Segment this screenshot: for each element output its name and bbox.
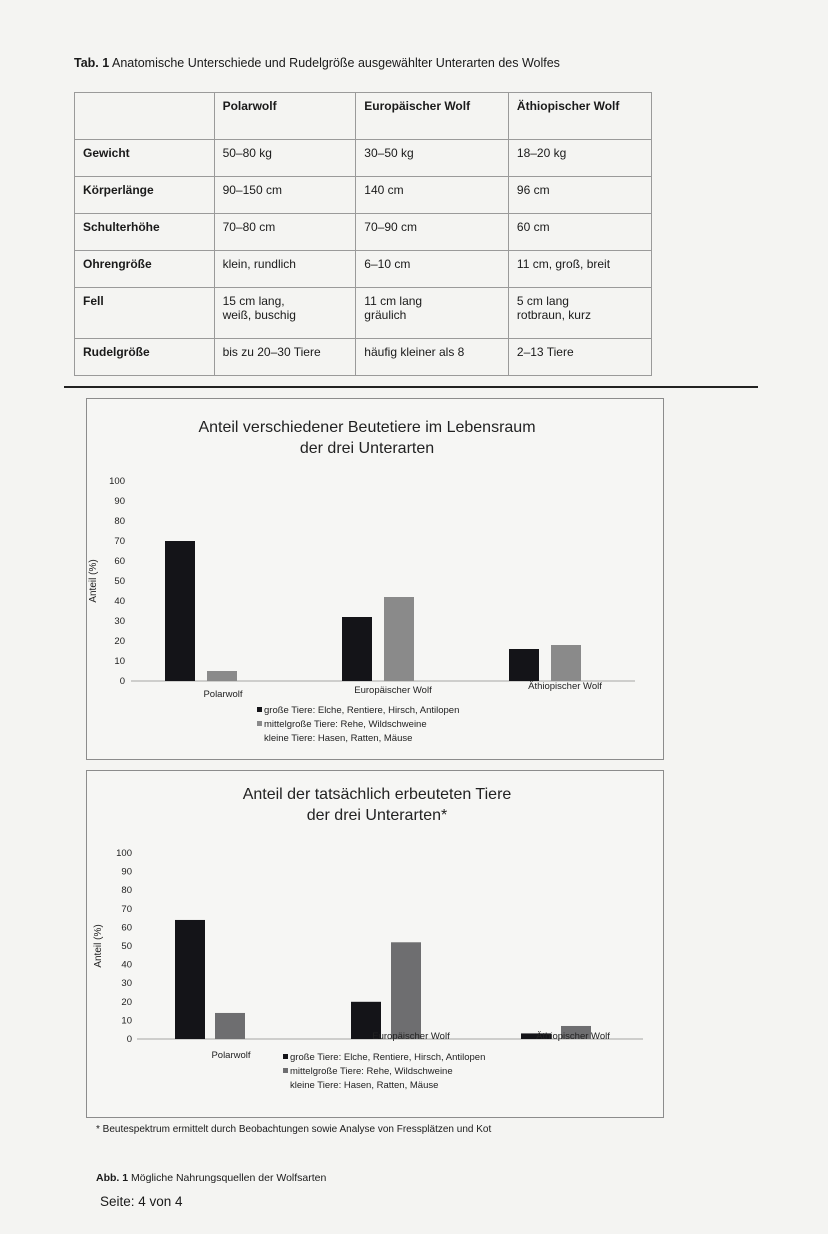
y-tick-label: 50 bbox=[114, 576, 125, 587]
row-label: Fell bbox=[75, 288, 215, 339]
row-label: Schulterhöhe bbox=[75, 214, 215, 251]
y-tick-label: 20 bbox=[114, 636, 125, 647]
table-cell: bis zu 20–30 Tiere bbox=[214, 339, 356, 376]
y-tick-label: 70 bbox=[121, 903, 132, 915]
y-tick-label: 90 bbox=[114, 496, 125, 507]
chart-habitat-prey bbox=[87, 399, 663, 759]
chart-panel-hunted bbox=[86, 770, 664, 1118]
row-label: Rudelgröße bbox=[75, 339, 215, 376]
legend-swatch bbox=[283, 1068, 288, 1073]
column-header-polarwolf: Polarwolf bbox=[214, 93, 356, 140]
bar-medium-prey bbox=[391, 942, 421, 1039]
table-cell: 140 cm bbox=[356, 177, 509, 214]
y-tick-label: 50 bbox=[121, 941, 132, 952]
y-tick-label: 30 bbox=[121, 978, 132, 990]
y-tick-label: 0 bbox=[119, 676, 125, 687]
legend-entry: mittelgroße Tiere: Rehe, Wildschweine bbox=[290, 1066, 453, 1077]
table-row bbox=[75, 339, 652, 376]
table-corner-cell bbox=[75, 93, 215, 140]
table-cell: 11 cm lang gräulich bbox=[356, 288, 509, 339]
y-tick-label: 80 bbox=[114, 516, 125, 527]
table-row bbox=[75, 251, 652, 288]
x-category-label: Europäischer Wolf bbox=[354, 685, 432, 696]
table-cell: 96 cm bbox=[508, 177, 651, 214]
bar-medium-prey bbox=[207, 671, 237, 681]
table-caption bbox=[74, 56, 560, 70]
table-cell: 90–150 cm bbox=[214, 177, 356, 214]
table-cell: 18–20 kg bbox=[508, 140, 651, 177]
x-category-label: Äthiopischer Wolf bbox=[536, 1031, 610, 1042]
table-cell: 30–50 kg bbox=[356, 140, 509, 177]
table-cell: 6–10 cm bbox=[356, 251, 509, 288]
bar-large-prey bbox=[165, 541, 195, 681]
legend-entry: große Tiere: Elche, Rentiere, Hirsch, Antilopen bbox=[264, 705, 460, 716]
y-tick-label: 70 bbox=[114, 536, 125, 547]
y-tick-label: 10 bbox=[121, 1015, 132, 1027]
table-row bbox=[75, 288, 652, 339]
chart-hunted-prey bbox=[87, 771, 663, 1117]
table-row bbox=[75, 214, 652, 251]
bar-medium-prey bbox=[215, 1013, 245, 1039]
table-cell: 5 cm lang rotbraun, kurz bbox=[508, 288, 651, 339]
bar-medium-prey bbox=[551, 645, 581, 681]
y-tick-label: 40 bbox=[121, 959, 132, 971]
figure-caption-text: Mögliche Nahrungsquellen der Wolfsarten bbox=[131, 1172, 327, 1184]
y-tick-label: 60 bbox=[121, 922, 132, 934]
row-label: Körperlänge bbox=[75, 177, 215, 214]
table-cell: 11 cm, groß, breit bbox=[508, 251, 651, 288]
y-tick-label: 100 bbox=[109, 476, 125, 487]
x-category-label: Polarwolf bbox=[211, 1050, 251, 1061]
page-number: Seite: 4 von 4 bbox=[100, 1194, 183, 1209]
table-cell: 2–13 Tiere bbox=[508, 339, 651, 376]
legend-entry: kleine Tiere: Hasen, Ratten, Mäuse bbox=[290, 1080, 439, 1091]
legend-swatch bbox=[283, 1054, 288, 1059]
y-tick-label: 20 bbox=[121, 996, 132, 1008]
section-divider bbox=[64, 386, 758, 388]
y-tick-label: 30 bbox=[114, 616, 125, 627]
y-axis-label: Anteil (%) bbox=[93, 924, 104, 968]
wolf-comparison-table bbox=[74, 92, 652, 376]
table-body bbox=[75, 140, 652, 376]
y-tick-label: 60 bbox=[114, 556, 125, 567]
chart-panel-habitat bbox=[86, 398, 664, 760]
chart-title: Anteil verschiedener Beutetiere im Lebensraum bbox=[198, 419, 536, 436]
bar-large-prey bbox=[509, 649, 539, 681]
y-tick-label: 10 bbox=[114, 656, 125, 667]
table-cell: häufig kleiner als 8 bbox=[356, 339, 509, 376]
bar-large-prey bbox=[175, 920, 205, 1039]
x-category-label: Europäischer Wolf bbox=[372, 1031, 450, 1042]
legend-swatch bbox=[257, 707, 262, 712]
table-cell: 15 cm lang, weiß, buschig bbox=[214, 288, 356, 339]
y-axis-label: Anteil (%) bbox=[88, 559, 99, 603]
bar-large-prey bbox=[342, 617, 372, 681]
table-caption-text: Anatomische Unterschiede und Rudelgröße ausgewählter Unterarten des Wolfes bbox=[112, 56, 560, 70]
chart-title: der drei Unterarten* bbox=[306, 807, 448, 824]
table-row bbox=[75, 140, 652, 177]
figure-caption bbox=[96, 1172, 326, 1184]
row-label: Gewicht bbox=[75, 140, 215, 177]
figure-caption-label: Abb. 1 bbox=[96, 1172, 129, 1184]
y-tick-label: 80 bbox=[121, 885, 132, 897]
table-cell: 60 cm bbox=[508, 214, 651, 251]
y-tick-label: 90 bbox=[121, 866, 132, 878]
x-category-label: Äthiopischer Wolf bbox=[528, 681, 602, 692]
table-cell: klein, rundlich bbox=[214, 251, 356, 288]
y-tick-label: 0 bbox=[126, 1034, 132, 1045]
table-cell: 70–90 cm bbox=[356, 214, 509, 251]
legend-swatch bbox=[257, 721, 262, 726]
table-row bbox=[75, 177, 652, 214]
table-cell: 50–80 kg bbox=[214, 140, 356, 177]
y-tick-label: 100 bbox=[116, 848, 132, 859]
legend-entry: kleine Tiere: Hasen, Ratten, Mäuse bbox=[264, 733, 413, 744]
legend-entry: große Tiere: Elche, Rentiere, Hirsch, Antilopen bbox=[290, 1052, 486, 1063]
table-caption-label: Tab. 1 bbox=[74, 56, 110, 70]
chart-title: der drei Unterarten bbox=[299, 440, 435, 457]
y-tick-label: 40 bbox=[114, 596, 125, 607]
table-header-row bbox=[75, 93, 652, 140]
legend-entry: mittelgroße Tiere: Rehe, Wildschweine bbox=[264, 719, 427, 730]
column-header-aethiopischer-wolf: Äthiopischer Wolf bbox=[508, 93, 651, 140]
chart-title: Anteil der tatsächlich erbeuteten Tiere bbox=[242, 786, 512, 803]
x-category-label: Polarwolf bbox=[203, 689, 243, 700]
footnote: * Beutespektrum ermittelt durch Beobachtungen sowie Analyse von Fressplätzen und Kot bbox=[96, 1124, 492, 1135]
bar-medium-prey bbox=[384, 597, 414, 681]
row-label: Ohrengröße bbox=[75, 251, 215, 288]
table-cell: 70–80 cm bbox=[214, 214, 356, 251]
column-header-europaeischer-wolf: Europäischer Wolf bbox=[356, 93, 509, 140]
